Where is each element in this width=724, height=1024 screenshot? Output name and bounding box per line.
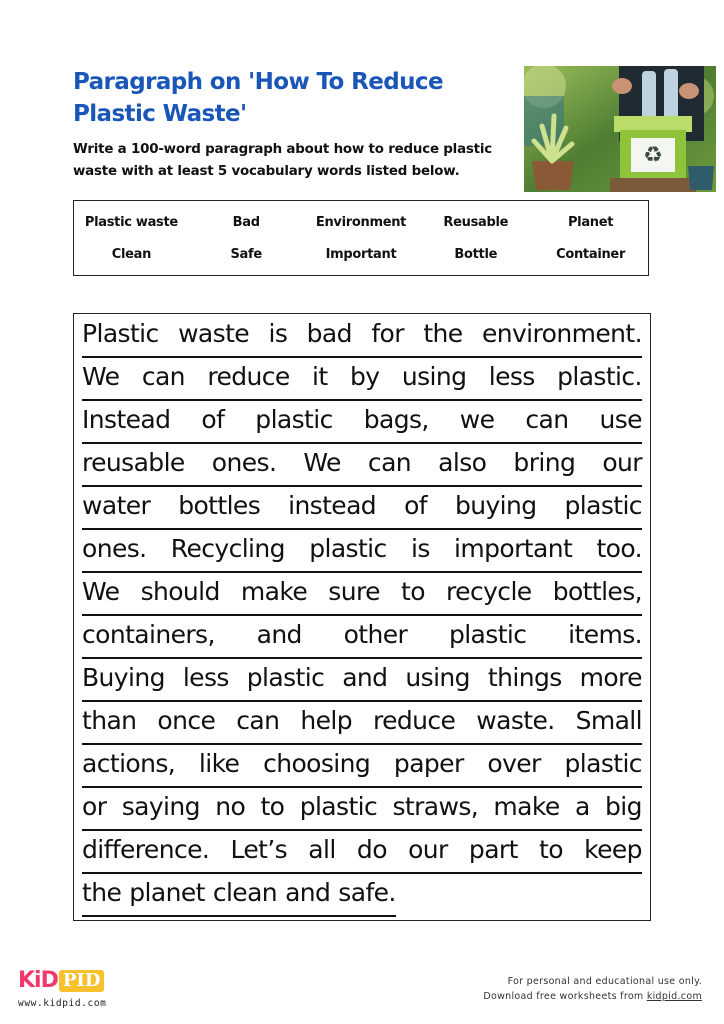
- paragraph-word: reusable: [82, 448, 185, 477]
- paragraph-word: safe.: [338, 878, 396, 907]
- paragraph-line: [82, 316, 642, 358]
- paragraph-word: We: [303, 448, 341, 477]
- paragraph-word: less: [182, 663, 229, 692]
- vocab-word: Planet: [567, 215, 614, 230]
- paragraph-line: [82, 746, 642, 788]
- paragraph-word: keep: [584, 835, 642, 864]
- paragraph-word: ones.: [82, 534, 147, 563]
- paragraph-word: no: [215, 792, 246, 821]
- kidpid-link[interactable]: kidpid.com: [646, 991, 702, 1002]
- paragraph-word: Instead: [82, 405, 171, 434]
- paragraph-word: bad: [306, 319, 352, 348]
- paragraph-line: [82, 617, 642, 659]
- paragraph-line: [82, 703, 642, 745]
- paragraph-word: the: [82, 878, 122, 907]
- paragraph-word: We: [82, 577, 120, 606]
- paragraph-word: for: [371, 319, 404, 348]
- paragraph-word: all: [308, 835, 336, 864]
- paragraph-word: big: [605, 792, 642, 821]
- paragraph-word: saying: [121, 792, 200, 821]
- paragraph-word: and: [342, 663, 388, 692]
- paragraph-word: reduce: [207, 362, 290, 391]
- paragraph-word: items.: [568, 620, 642, 649]
- paragraph-word: plastic: [299, 792, 378, 821]
- logo-kid-text: KiD: [18, 968, 58, 993]
- paragraph-word: plastic: [309, 534, 387, 563]
- paragraph-line: [82, 402, 642, 444]
- paragraph-word: over: [487, 749, 541, 778]
- paragraph-word: and: [256, 620, 302, 649]
- footer-note: [483, 974, 702, 1004]
- paragraph-word: the: [423, 319, 463, 348]
- vocab-word: Bottle: [454, 247, 498, 262]
- paragraph-word: waste: [178, 319, 250, 348]
- paragraph-word: things: [487, 663, 562, 692]
- paragraph-word: straws,: [392, 792, 479, 821]
- paragraph-word: buying: [454, 491, 537, 520]
- paragraph-word: of: [201, 405, 225, 434]
- paragraph-word: difference.: [82, 835, 210, 864]
- vocab-word: Important: [325, 247, 397, 262]
- paragraph-word: our: [602, 448, 642, 477]
- paragraph-word: make: [240, 577, 308, 606]
- paragraph-line: [82, 875, 396, 917]
- paragraph-word: is: [410, 534, 430, 563]
- paragraph-word: bottles,: [552, 577, 642, 606]
- paragraph-word: plastic.: [557, 362, 642, 391]
- paragraph-word: clean: [212, 878, 278, 907]
- paragraph-word: to: [401, 577, 425, 606]
- paragraph-word: plastic: [246, 663, 325, 692]
- paragraph-word: instead: [288, 491, 377, 520]
- paragraph-line: [82, 359, 642, 401]
- vocab-word: Environment: [315, 215, 407, 230]
- vocab-word: Container: [556, 247, 626, 262]
- footer-line-1: For personal and educational use only.: [507, 976, 702, 987]
- paragraph-word: make: [493, 792, 560, 821]
- paragraph-word: Recycling: [170, 534, 285, 563]
- paragraph-word: waste.: [476, 706, 555, 735]
- paragraph-word: plastic: [448, 620, 527, 649]
- paragraph-word: it: [312, 362, 328, 391]
- paragraph-word: also: [438, 448, 487, 477]
- paragraph-word: plastic: [255, 405, 333, 434]
- paragraph-word: water: [82, 491, 151, 520]
- paragraph-word: Plastic: [82, 319, 159, 348]
- vocabulary-row: [74, 215, 648, 230]
- paragraph-word: should: [140, 577, 220, 606]
- logo-pid-text: PID: [59, 970, 105, 992]
- paragraph-word: and: [285, 878, 331, 907]
- paragraph-word: like: [198, 749, 240, 778]
- paragraph-word: planet: [129, 878, 205, 907]
- paragraph-word: actions,: [82, 749, 176, 778]
- paragraph-word: bags,: [363, 405, 429, 434]
- paragraph-word: to: [260, 792, 285, 821]
- paragraph-word: to: [539, 835, 563, 864]
- vocab-word: Reusable: [443, 215, 509, 230]
- paragraph-word: can: [236, 706, 280, 735]
- paragraph-word: We: [82, 362, 120, 391]
- paragraph-line: [82, 789, 642, 831]
- paragraph-word: we: [459, 405, 495, 434]
- vocabulary-row: [74, 247, 648, 262]
- paragraph-word: can: [141, 362, 185, 391]
- paragraph-word: a: [574, 792, 590, 821]
- vocab-word: Clean: [111, 247, 152, 262]
- paragraph-word: sure: [328, 577, 380, 606]
- footer-line-2: [483, 989, 702, 1004]
- paragraph-word: help: [300, 706, 352, 735]
- logo-url: www.kidpid.com: [18, 998, 107, 1009]
- paragraph-word: recycle: [446, 577, 532, 606]
- paragraph-word: do: [356, 835, 387, 864]
- paragraph-line: [82, 574, 642, 616]
- paragraph-word: can: [525, 405, 569, 434]
- paragraph-word: less: [488, 362, 535, 391]
- vocab-word: Plastic waste: [84, 215, 178, 230]
- footer-line-2-prefix: Download free worksheets from: [483, 991, 647, 1002]
- kidpid-logo: [18, 968, 104, 993]
- vocab-word: Bad: [232, 215, 260, 230]
- paragraph-box: [73, 313, 651, 921]
- paragraph-word: too.: [596, 534, 642, 563]
- svg-text:♻: ♻: [643, 143, 663, 168]
- paragraph-word: our: [408, 835, 448, 864]
- paragraph-word: other: [343, 620, 408, 649]
- paragraph-word: is: [268, 319, 288, 348]
- paragraph-word: choosing: [263, 749, 371, 778]
- paragraph-word: Let’s: [230, 835, 288, 864]
- instructions-text: Write a 100-word paragraph about how to reduce plastic waste with at least 5 vocabulary words listed below.: [73, 142, 493, 179]
- page-title: Paragraph on 'How To Reduce Plastic Waste': [73, 69, 443, 127]
- paragraph-word: containers,: [82, 620, 215, 649]
- paragraph-word: than: [82, 706, 137, 735]
- paragraph-word: ones.: [211, 448, 277, 477]
- recycling-photo: [524, 66, 716, 192]
- vocab-word: Safe: [230, 247, 262, 262]
- paragraph-line: [82, 488, 642, 530]
- paragraph-word: plastic: [564, 749, 642, 778]
- paragraph-word: or: [82, 792, 107, 821]
- paragraph-word: Buying: [82, 663, 165, 692]
- paragraph-word: Small: [575, 706, 642, 735]
- paragraph-word: use: [599, 405, 642, 434]
- paragraph-word: bottles: [178, 491, 261, 520]
- paragraph-word: by: [349, 362, 380, 391]
- paragraph-word: more: [579, 663, 642, 692]
- paragraph-word: reduce: [372, 706, 456, 735]
- paragraph-word: plastic: [564, 491, 642, 520]
- paragraph-word: of: [404, 491, 427, 520]
- paragraph-word: using: [405, 663, 470, 692]
- paragraph-word: can: [367, 448, 412, 477]
- paragraph-word: part: [468, 835, 518, 864]
- paragraph-word: paper: [393, 749, 464, 778]
- paragraph-word: once: [157, 706, 216, 735]
- paragraph-line: [82, 832, 642, 874]
- paragraph-line: [82, 660, 642, 702]
- paragraph-word: important: [454, 534, 573, 563]
- paragraph-line: [82, 445, 642, 487]
- paragraph-word: using: [401, 362, 467, 391]
- paragraph-line: [82, 531, 642, 573]
- paragraph-word: bring: [513, 448, 576, 477]
- paragraph-word: environment.: [481, 319, 642, 348]
- vocabulary-box: [73, 200, 649, 276]
